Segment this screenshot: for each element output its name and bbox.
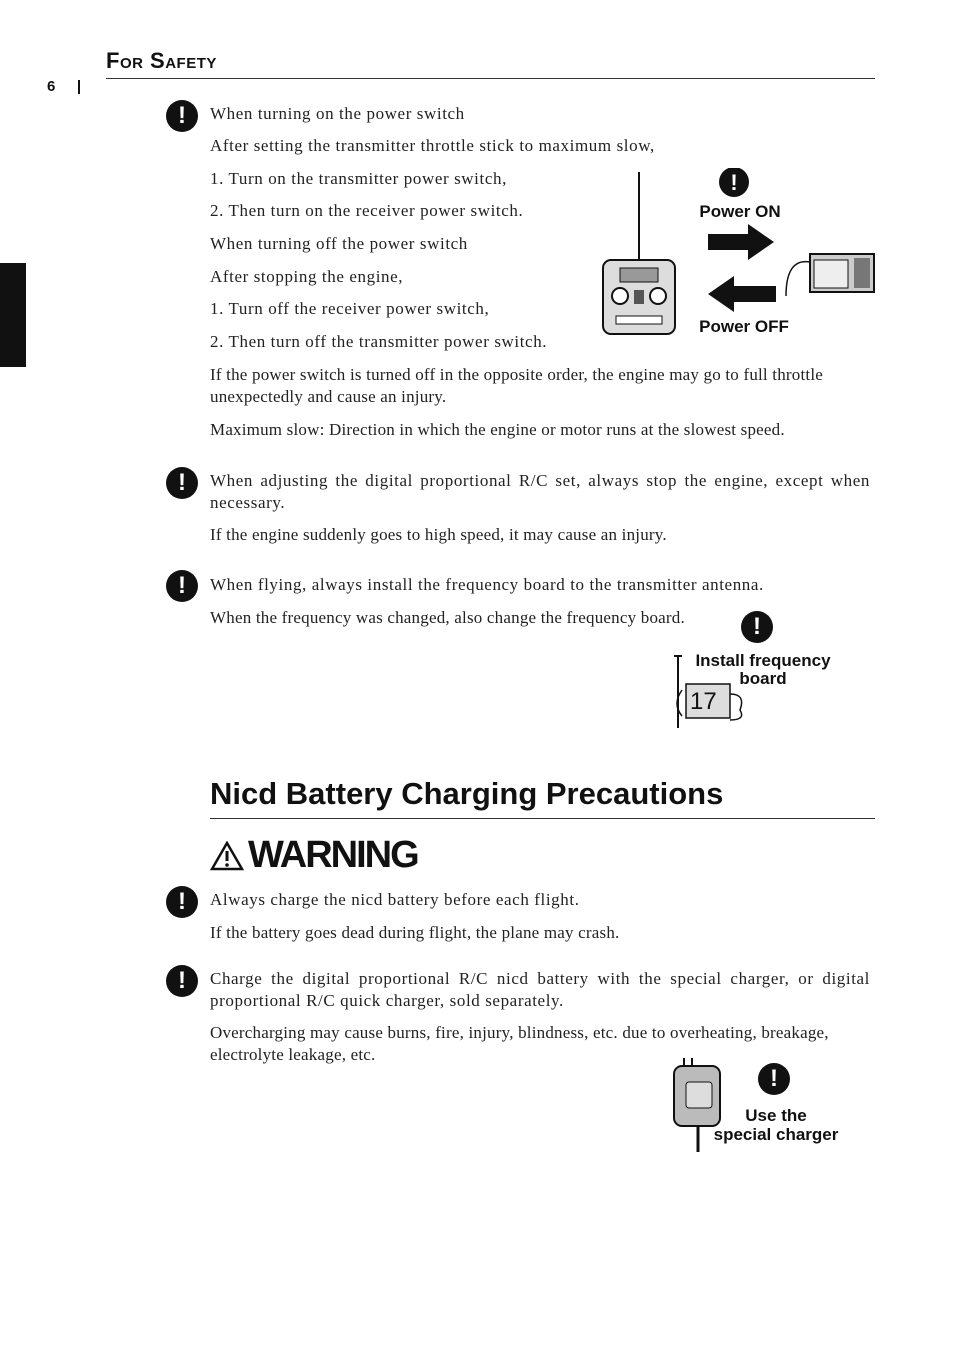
note-text: When the frequency was changed, also change the frequency board. [210,608,685,627]
instruction-line: 1. Turn on the transmitter power switch, [210,169,507,188]
exclamation-icon: ! [166,886,198,918]
instruction-line: 2. Then turn off the transmitter power switch. [210,332,548,351]
exclamation-icon: ! [741,611,773,643]
power-off-label: Power OFF [699,317,789,336]
instruction-heading: When adjusting the digital proportional R/C set, always stop the engine, except when necessary. [210,471,870,512]
frequency-board-label: Install frequency [695,651,831,670]
section-header: For Safety [106,48,217,73]
section-rule [210,818,875,819]
power-on-label: Power ON [699,202,781,221]
side-thumb-tab [0,263,26,367]
charger-label: Use the [745,1106,807,1125]
board-number: 17 [690,688,717,715]
exclamation-icon: ! [166,570,198,602]
instruction-line: After setting the transmitter throttle stick to maximum slow, [210,136,655,155]
instruction-heading: When turning on the power switch [210,104,465,123]
header-rule [106,78,875,79]
page-number: 6 [47,78,56,95]
exclamation-icon: ! [166,100,198,132]
instruction-heading: Always charge the nicd battery before each flight. [210,890,580,909]
note-text: Maximum slow: Direction in which the engine or motor runs at the slowest speed. [210,420,785,439]
note-text: Overcharging may cause burns, fire, injury, blindness, etc. due to overheating, breakage, electrolyte leakage, etc. [210,1023,829,1064]
instruction-line: 2. Then turn on the receiver power switch. [210,201,524,220]
exclamation-icon: ! [758,1063,790,1095]
page-number-tick [78,80,80,94]
note-text: If the engine suddenly goes to high speed, it may cause an injury. [210,525,667,544]
frequency-board-label: board [739,669,787,688]
warning-label: WARNING [248,834,418,876]
instruction-heading: When flying, always install the frequency board to the transmitter antenna. [210,575,764,594]
note-text: If the battery goes dead during flight, the plane may crash. [210,923,620,942]
warning-banner [210,834,418,877]
exclamation-icon: ! [166,467,198,499]
instruction-line: After stopping the engine, [210,267,404,286]
warning-triangle-icon [210,841,244,871]
instruction-line: 1. Turn off the receiver power switch, [210,299,490,318]
exclamation-icon: ! [166,965,198,997]
svg-text:!: ! [730,170,738,195]
instruction-line: When turning off the power switch [210,234,468,253]
note-text: If the power switch is turned off in the opposite order, the engine may go to full throttle unexpectedly and cause an injury. [210,365,824,406]
charger-label: special charger [713,1125,839,1144]
section-title: Nicd Battery Charging Precautions [210,776,724,811]
instruction-heading: Charge the digital proportional R/C nicd battery with the special charger, or digital proportional R/C quick charger, sold separately. [210,969,870,1010]
